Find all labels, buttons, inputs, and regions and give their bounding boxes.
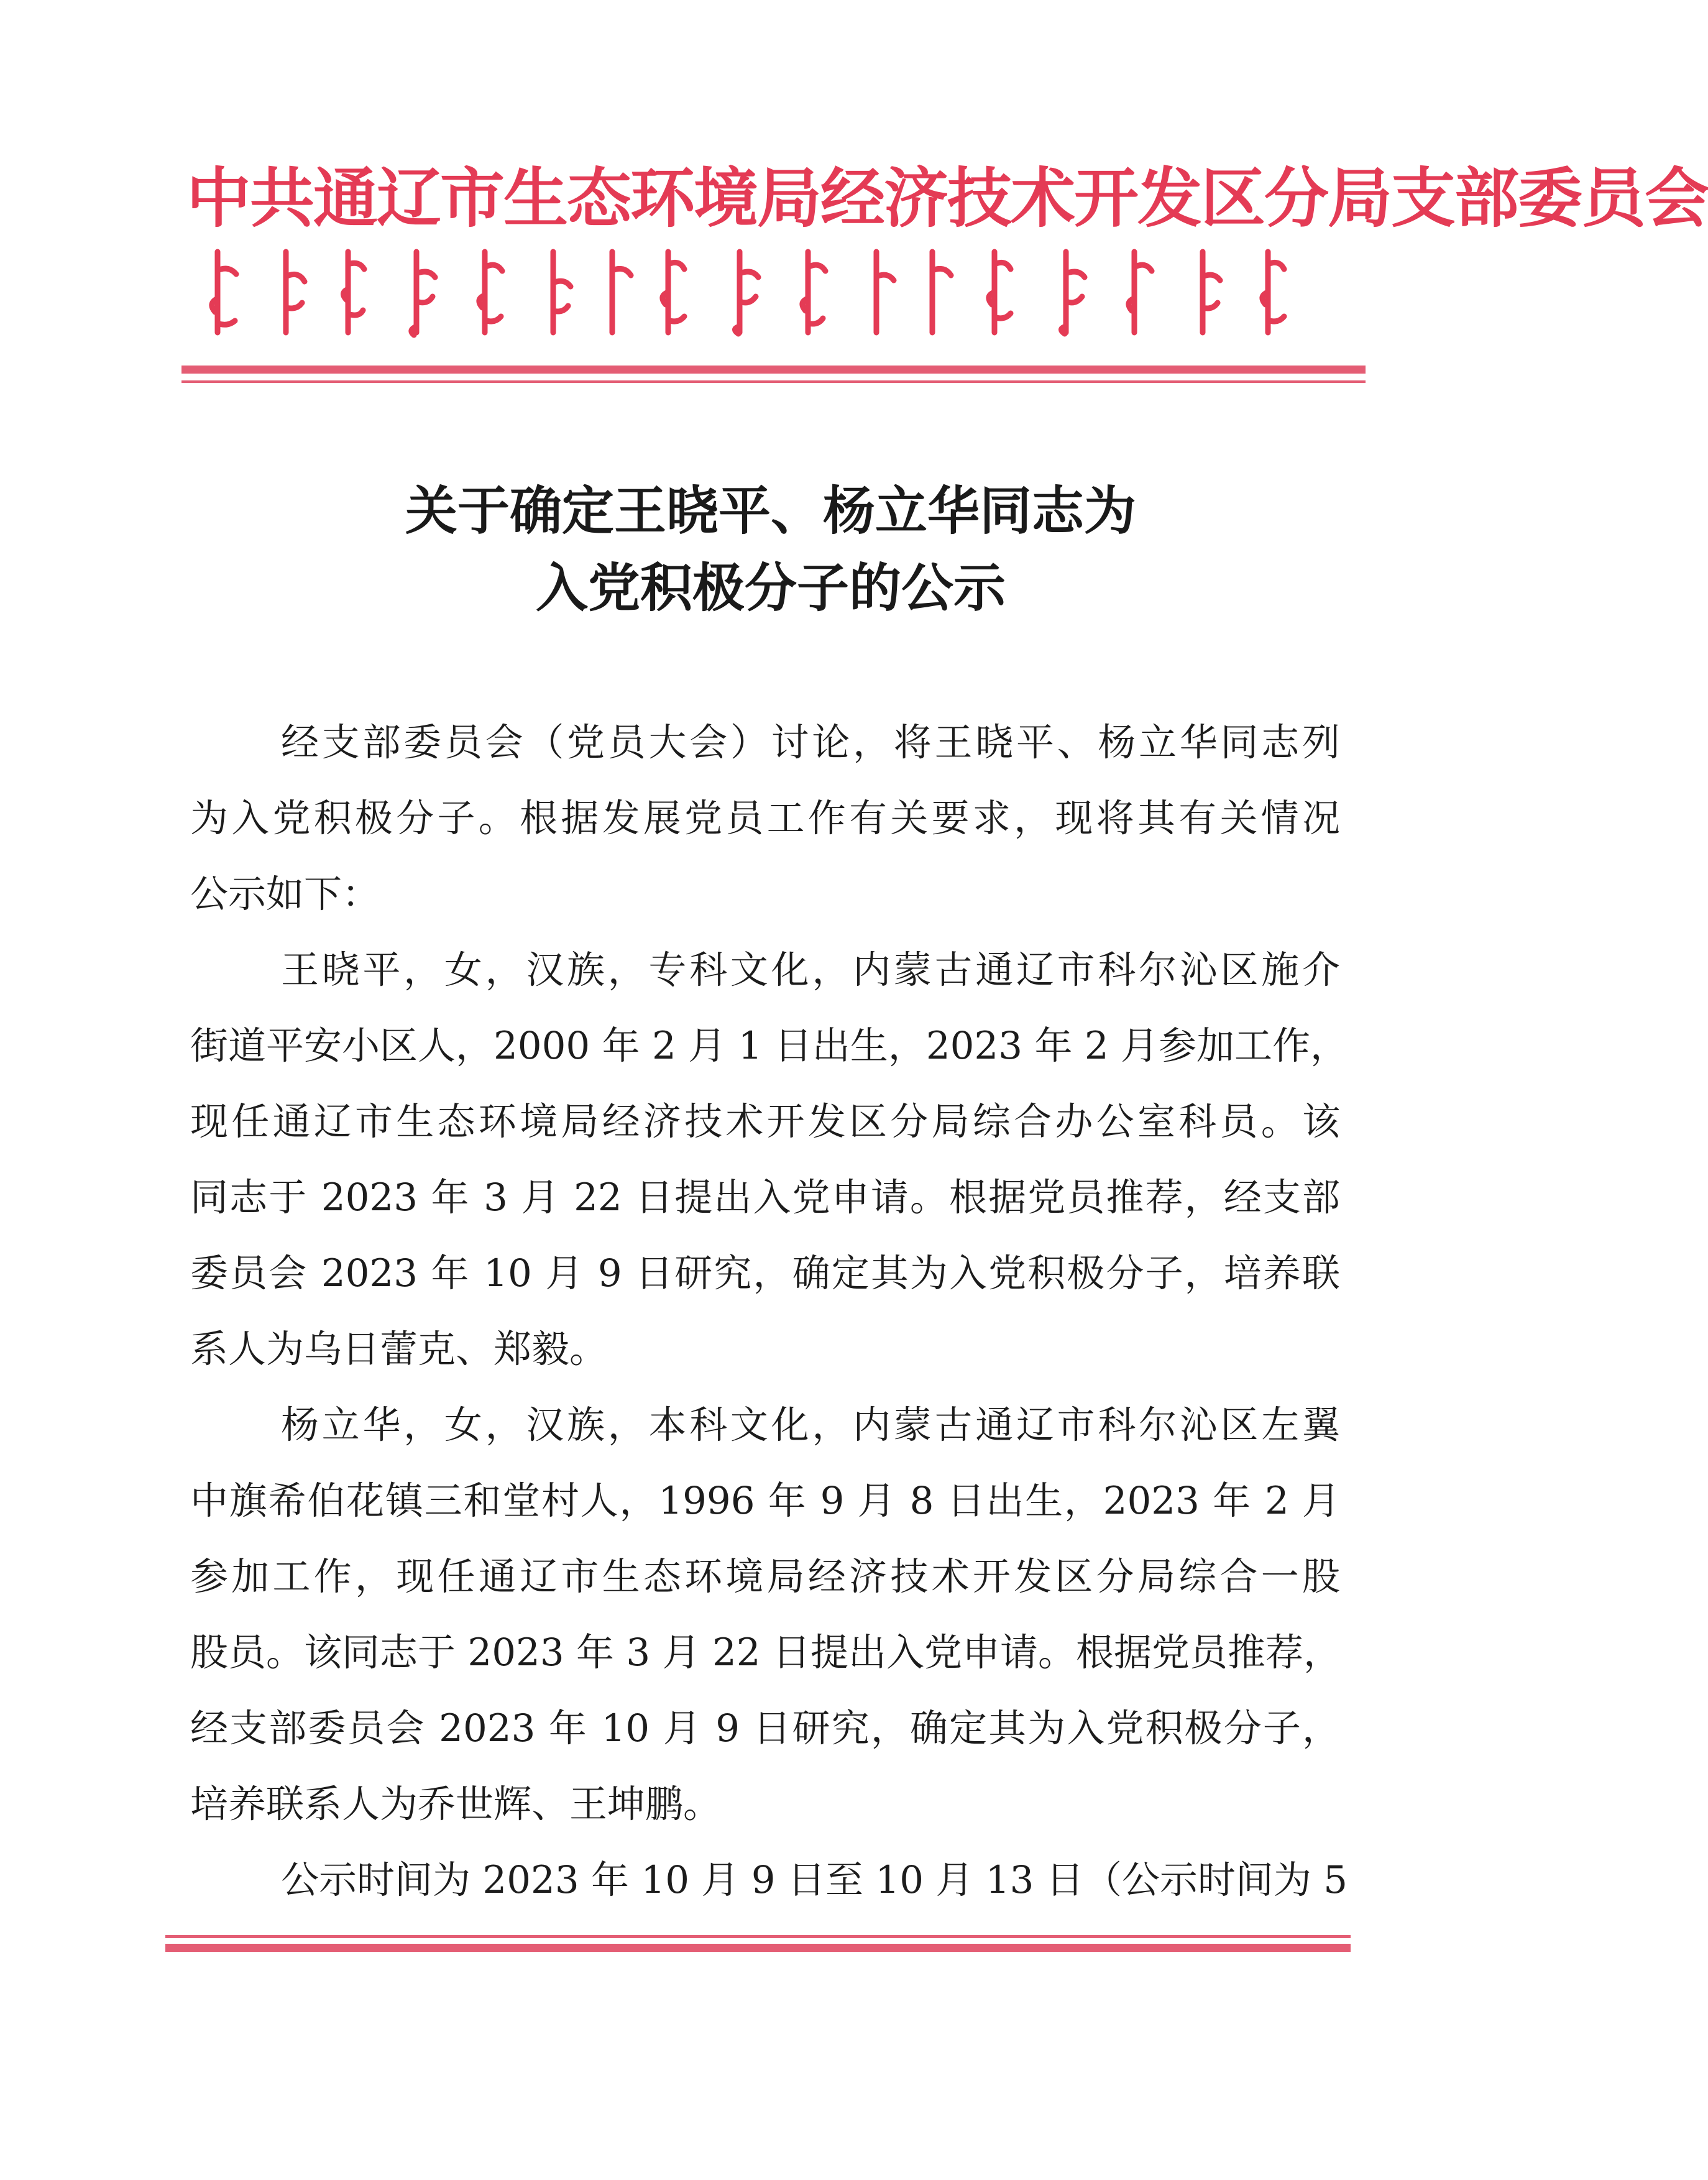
paragraph-1-line-1: 经支部委员会（党员大会）讨论，将王晓平、杨立华同志列 — [281, 720, 1340, 765]
paragraph-2-line-3: 现任通辽市生态环境局经济技术开发区分局综合办公室科员。该 — [190, 1100, 1340, 1144]
header-rule-thin — [181, 380, 1366, 383]
paragraph-2-line-5: 委员会 2023 年 10 月 9 日研究，确定其为入党积极分子，培养联 — [190, 1251, 1340, 1295]
paragraph-3-line-1: 杨立华，女，汉族，本科文化，内蒙古通辽市科尔沁区左翼 — [281, 1403, 1340, 1447]
footer-rule-thin — [165, 1935, 1351, 1938]
document-body — [190, 705, 1349, 1918]
document-title — [186, 472, 1355, 627]
paragraph-4-line-1: 公示时间为 2023 年 10 月 9 日至 10 月 13 日（公示时间为 5 — [281, 1858, 1348, 1902]
paragraph-2-line-6: 系人为乌日蕾克、郑毅。 — [190, 1327, 608, 1371]
header-rule-thick — [181, 366, 1366, 374]
paragraph-3-line-4: 股员。该同志于 2023 年 3 月 22 日提出入党申请。根据党员推荐， — [190, 1630, 1342, 1675]
paragraph-2-line-1: 王晓平，女，汉族，专科文化，内蒙古通辽市科尔沁区施介 — [281, 948, 1340, 992]
organization-header: 中共通辽市生态环境局经济技术开发区分局支部委员会 — [186, 160, 1708, 236]
paragraph-1-line-2: 为入党积极分子。根据发展党员工作有关要求，现将其有关情况 — [190, 796, 1340, 840]
title-line-2: 入党积极分子的公示 — [535, 557, 1006, 619]
paragraph-3-line-5: 经支部委员会 2023 年 10 月 9 日研究，确定其为入党积极分子， — [190, 1706, 1340, 1750]
footer-rule-thick — [165, 1944, 1351, 1952]
paragraph-3-line-3: 参加工作，现任通辽市生态环境局经济技术开发区分局综合一股 — [190, 1555, 1340, 1599]
paragraph-2-line-4: 同志于 2023 年 3 月 22 日提出入党申请。根据党员推荐，经支部 — [190, 1175, 1340, 1220]
paragraph-3-line-6: 培养联系人为乔世辉、王坤鹏。 — [190, 1782, 722, 1826]
mongolian-script-header — [205, 239, 1336, 342]
paragraph-1-line-3: 公示如下： — [190, 872, 380, 916]
title-line-1: 关于确定王晓平、杨立华同志为 — [405, 480, 1136, 541]
paragraph-3-line-2: 中旗希伯花镇三和堂村人，1996 年 9 月 8 日出生，2023 年 2 月 — [190, 1479, 1340, 1523]
mongolian-script-graphic — [205, 239, 1336, 342]
paragraph-2-line-2: 街道平安小区人，2000 年 2 月 1 日出生，2023 年 2 月参加工作， — [190, 1024, 1349, 1068]
